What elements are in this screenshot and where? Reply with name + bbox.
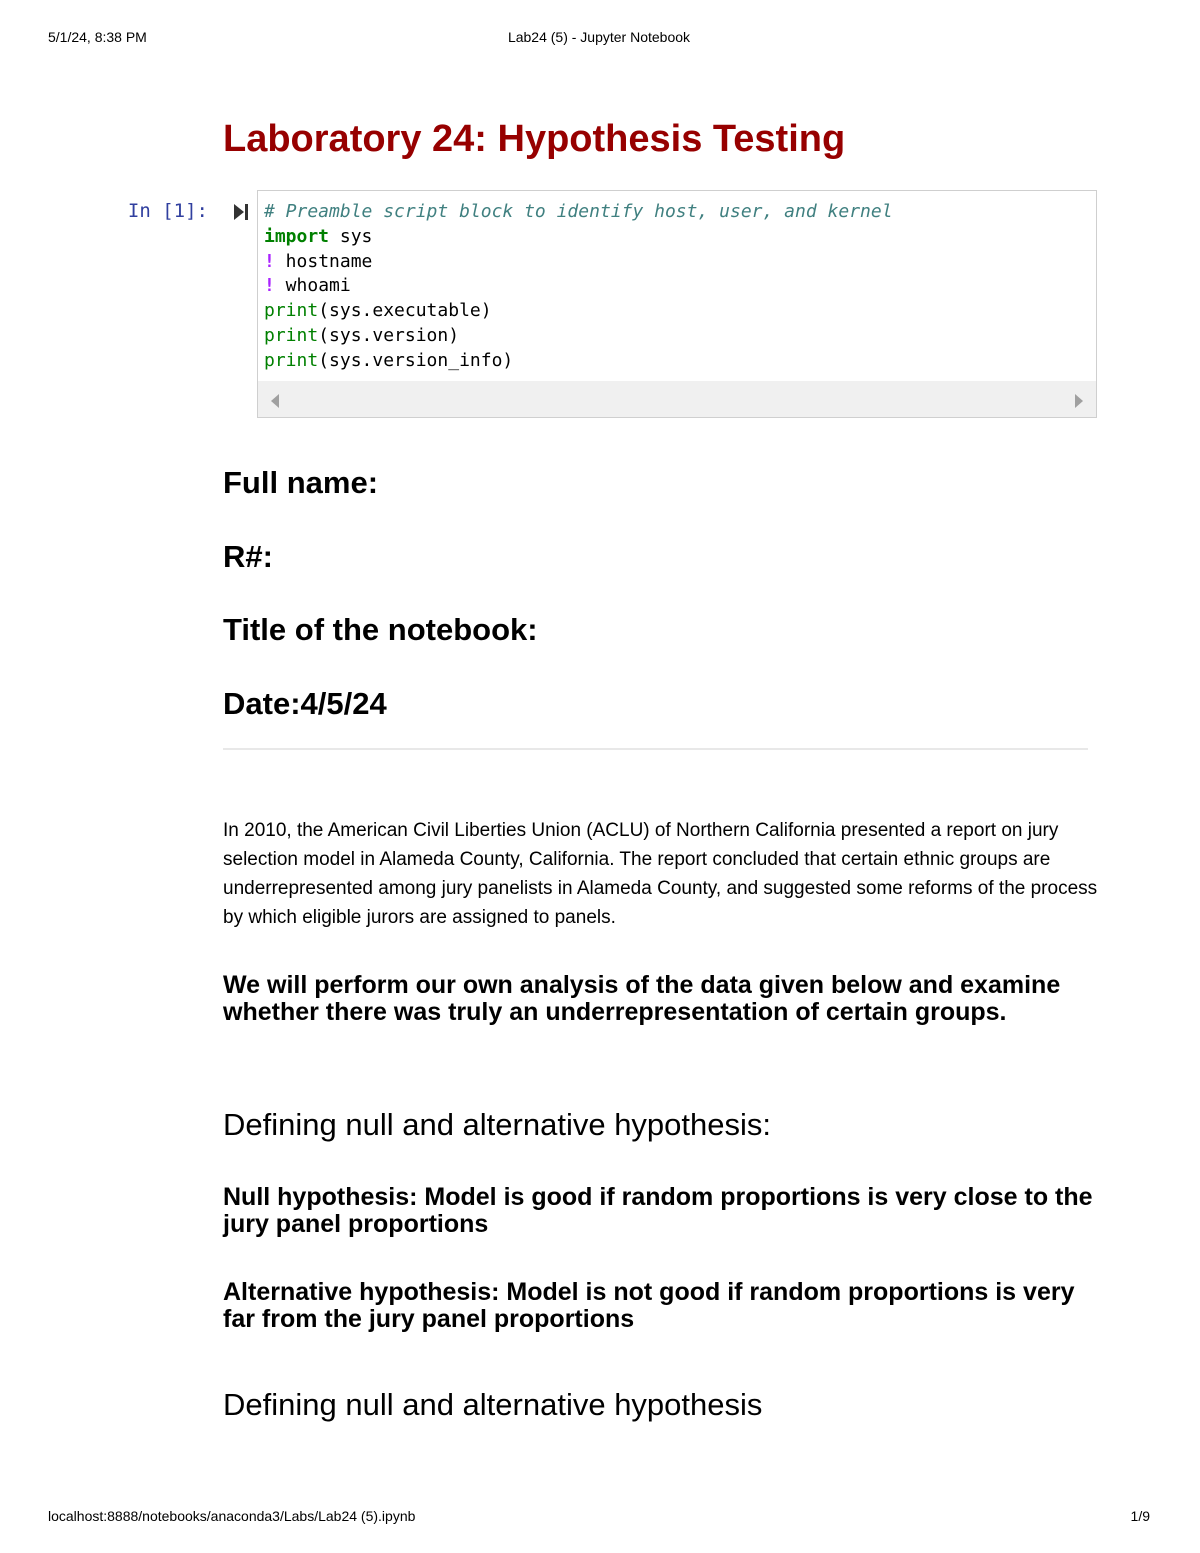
- analysis-statement: We will perform our own analysis of the data given below and examine whether there was truly an underrepresentation of certain groups.: [223, 971, 1061, 1026]
- null-hypothesis: Null hypothesis: Model is good if random proportions is very close to the jury panel proportions: [223, 1183, 1093, 1238]
- alternative-hypothesis: Alternative hypothesis: Model is not good if random proportions is very far from the jury panel proportions: [223, 1278, 1075, 1333]
- date-field: Date:4/5/24: [223, 686, 387, 721]
- horizontal-rule: [223, 748, 1088, 750]
- code-print-args: (sys.version): [318, 324, 460, 346]
- code-print-fn: print: [264, 324, 319, 346]
- code-print-args: (sys.executable): [318, 300, 492, 322]
- code-print-args: (sys.version_info): [318, 349, 514, 371]
- print-page-number: 1/9: [1130, 1508, 1150, 1524]
- print-datetime: 5/1/24, 8:38 PM: [48, 29, 147, 45]
- run-cell-icon[interactable]: [233, 202, 249, 222]
- hypothesis-heading-2: Defining null and alternative hypothesis: [223, 1387, 763, 1422]
- code-shell-command: whoami: [274, 275, 351, 297]
- print-header: [48, 29, 1150, 49]
- code-cell[interactable]: [257, 190, 1097, 418]
- horizontal-scrollbar[interactable]: [258, 381, 1096, 417]
- cell-prompt: In [1]:: [127, 200, 208, 222]
- hypothesis-heading: Defining null and alternative hypothesis:: [223, 1107, 772, 1142]
- r-number-field: R#:: [223, 539, 273, 574]
- code-comment: # Preamble script block to identify host, user, and kernel: [264, 201, 893, 222]
- code-editor[interactable]: [258, 191, 1096, 382]
- notebook-title-field: Title of the notebook:: [223, 612, 538, 647]
- notebook-title: Laboratory 24: Hypothesis Testing: [223, 118, 846, 160]
- print-page-title: Lab24 (5) - Jupyter Notebook: [507, 29, 691, 45]
- print-footer: [48, 1508, 1150, 1528]
- code-import-keyword: import: [264, 225, 330, 247]
- code-import-module: sys: [329, 225, 373, 247]
- scroll-left-icon[interactable]: [269, 393, 281, 409]
- code-shell-command: hostname: [274, 250, 373, 272]
- full-name-field: Full name:: [223, 465, 379, 500]
- code-shell-bang: !: [264, 275, 275, 297]
- code-shell-bang: !: [264, 250, 275, 272]
- code-print-fn: print: [264, 300, 319, 322]
- code-print-fn: print: [264, 349, 319, 371]
- scroll-right-icon[interactable]: [1073, 393, 1085, 409]
- intro-paragraph: In 2010, the American Civil Liberties Union (ACLU) of Northern California presented a report on jury selection model in Alameda County, California. The report concluded that certain ethnic groups are underrepresented among jury panelists in Alameda County, and suggested some reforms of the process by which eligible jurors are assigned to panels.: [223, 820, 1098, 928]
- print-url: localhost:8888/notebooks/anaconda3/Labs/Lab24 (5).ipynb: [48, 1508, 416, 1524]
